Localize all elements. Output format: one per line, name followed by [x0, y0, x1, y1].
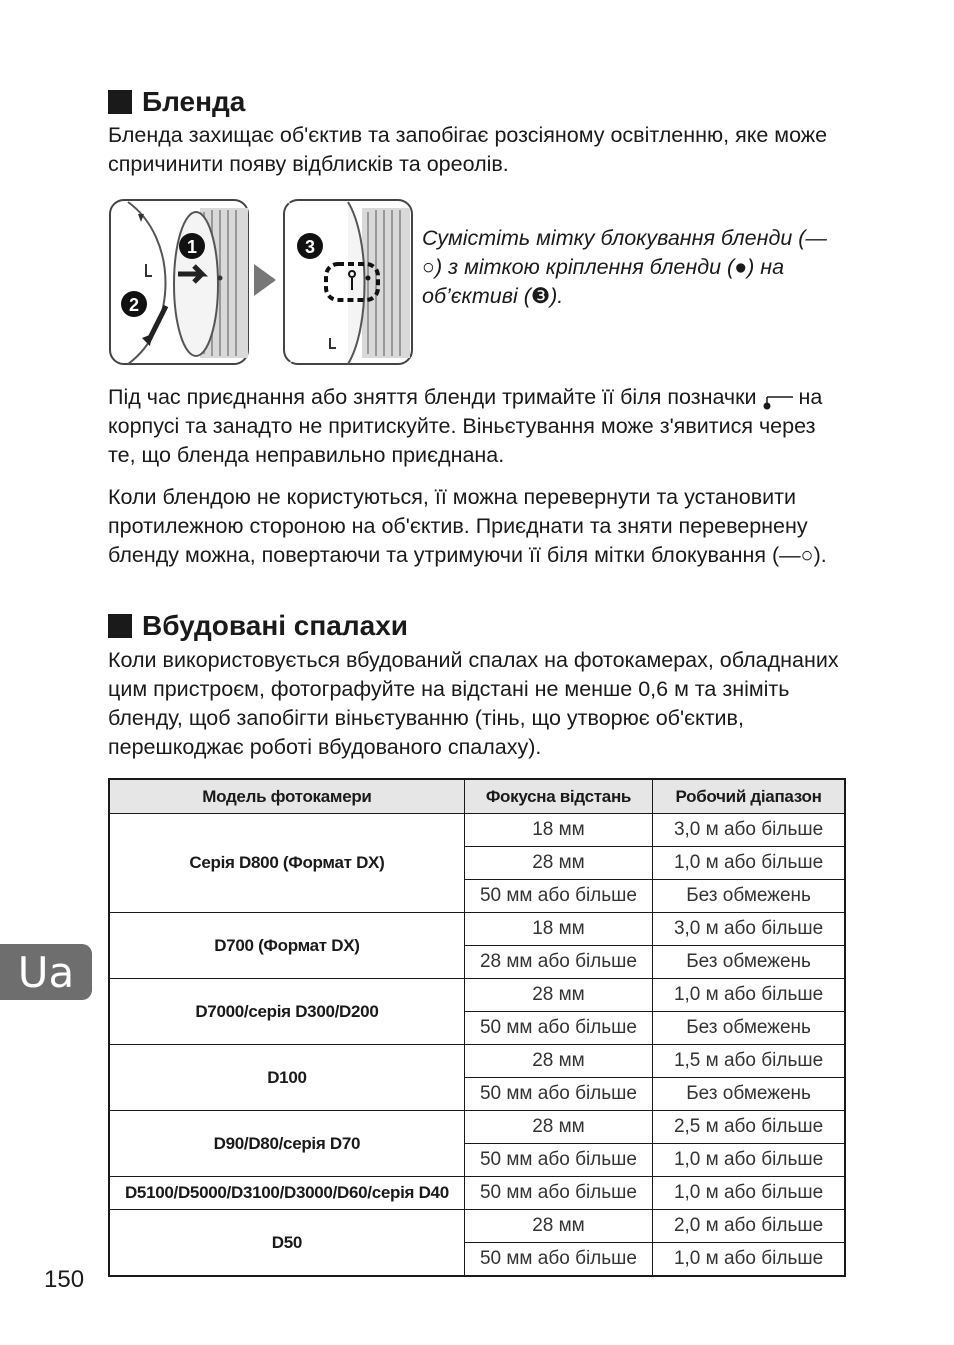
range-cell: 1,0 м або більше — [653, 1177, 845, 1210]
focal-length-cell: 50 мм або більше — [464, 1078, 652, 1111]
lens-hood-intro: Бленда захищає об'єктив та запобігає розсіяному освітленню, яке може спричинити появу відблисків та ореолів. — [108, 123, 828, 176]
table-row — [109, 1111, 845, 1144]
header-camera-model: Модель фотокамери — [109, 779, 464, 814]
range-cell: 1,0 м або більше — [653, 979, 845, 1012]
header-working-range: Робочий діапазон — [653, 779, 845, 814]
focal-length-cell: 18 мм — [464, 814, 652, 847]
page-number: 150 — [44, 1266, 85, 1293]
header-focal-length: Фокусна відстань — [464, 779, 652, 814]
section-heading-built-in-flash — [108, 610, 408, 642]
range-cell: Без обмежень — [653, 1078, 845, 1111]
mounting-instructions — [108, 383, 848, 470]
figure-caption: Сумістіть мітку блокування бленди (—○) з міткою кріплення бленди (●) на об’єктиві (❸). — [422, 226, 827, 308]
focal-length-cell: 28 мм — [464, 847, 652, 880]
range-cell: 1,0 м або більше — [653, 1144, 845, 1177]
focal-length-cell: 50 мм або більше — [464, 1144, 652, 1177]
camera-model-cell: D90/D80/серія D70 — [109, 1111, 464, 1177]
focal-length-cell: 28 мм — [464, 1210, 652, 1243]
section-heading-text: Бленда — [142, 86, 246, 117]
camera-model-cell: D5100/D5000/D3100/D3000/D60/серія D40 — [109, 1177, 464, 1210]
flash-range-table — [108, 778, 846, 1277]
table-header-row — [109, 779, 845, 814]
focal-length-cell: 28 мм — [464, 1111, 652, 1144]
range-cell: Без обмежень — [653, 946, 845, 979]
range-cell: 3,0 м або більше — [653, 913, 845, 946]
table-row — [109, 913, 845, 946]
range-cell: 3,0 м або більше — [653, 814, 845, 847]
focal-length-cell: 50 мм або більше — [464, 1243, 652, 1277]
range-cell: 1,0 м або більше — [653, 1243, 845, 1277]
camera-model-cell: D100 — [109, 1045, 464, 1111]
focal-length-cell: 18 мм — [464, 913, 652, 946]
camera-model-cell: D700 (Формат DX) — [109, 913, 464, 979]
mounting-text-end: на корпусі та занадто не притискуйте. Віньєтування може з'явитися через те, що бленда неправильно приєднана. — [108, 385, 823, 467]
range-cell: 1,5 м або більше — [653, 1045, 845, 1078]
table-row — [109, 979, 845, 1012]
table-row — [109, 1210, 845, 1243]
range-cell: 1,0 м або більше — [653, 847, 845, 880]
focal-length-cell: 28 мм — [464, 979, 652, 1012]
square-bullet-icon — [108, 90, 132, 114]
flash-intro: Коли використовується вбудований спалах на фотокамерах, обладнаних цим пристроєм, фотографуйте на відстані не менше 0,6 м та зніміть бленду, щоб запобігти віньєтуванню (тінь, що утворює об'єктив, перешкоджає роботі вбудованого спалаху). — [108, 648, 839, 759]
step-2-label: 2 — [128, 295, 140, 315]
focal-length-cell: 28 мм — [464, 1045, 652, 1078]
table-row — [109, 1045, 845, 1078]
table-row — [109, 814, 845, 847]
step-1-label: 1 — [186, 237, 198, 257]
mounting-text-start: Під час приєднання або зняття бленди тримайте її біля позначки — [108, 385, 757, 409]
section-heading-lens-hood — [108, 86, 245, 118]
camera-model-cell: Серія D800 (Формат DX) — [109, 814, 464, 913]
language-tab-ua: Ua — [0, 944, 92, 1000]
square-bullet-icon — [108, 614, 132, 638]
focal-length-cell: 50 мм або більше — [464, 1177, 652, 1210]
focal-length-cell: 28 мм або більше — [464, 946, 652, 979]
table-row — [109, 1177, 845, 1210]
range-cell: 2,0 м або більше — [653, 1210, 845, 1243]
camera-model-cell: D7000/серія D300/D200 — [109, 979, 464, 1045]
lens-hood-illustration — [108, 198, 414, 368]
range-cell: Без обмежень — [653, 1012, 845, 1045]
mount-index-mark-icon — [763, 390, 793, 406]
lens-hood-figure — [108, 198, 414, 368]
reverse-hood-text: Коли блендою не користуються, її можна перевернути та установити протилежною стороною на об'єктив. Приєднати та зняти перевернену бленду можна, повертаючи та утримуючи її біля мітки блокування (—○). — [108, 485, 827, 567]
focal-length-cell: 50 мм або більше — [464, 1012, 652, 1045]
step-3-label: 3 — [304, 237, 316, 257]
range-cell: 2,5 м або більше — [653, 1111, 845, 1144]
camera-model-cell: D50 — [109, 1210, 464, 1277]
range-cell: Без обмежень — [653, 880, 845, 913]
focal-length-cell: 50 мм або більше — [464, 880, 652, 913]
section-heading-text: Вбудовані спалахи — [142, 610, 408, 641]
